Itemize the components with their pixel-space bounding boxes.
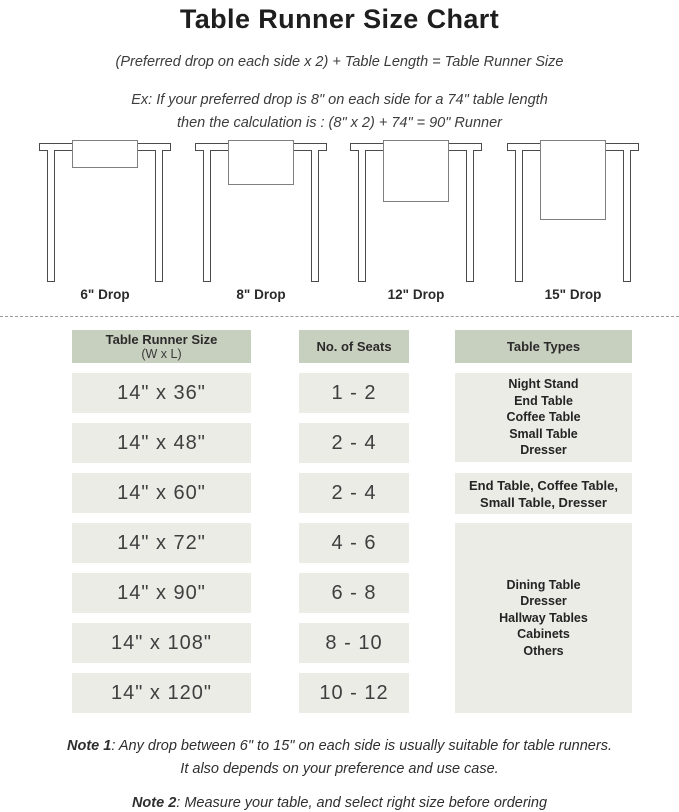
- note-2: [0, 792, 679, 812]
- table-diagram-12-drop: [336, 140, 496, 305]
- formula-text: (Preferred drop on each side x 2) + Table Length = Table Runner Size: [115, 54, 564, 70]
- type-line: End Table: [514, 393, 573, 408]
- note-1-line-2: It also depends on your preference and use case.: [180, 761, 499, 777]
- seats-cell: 10 - 12: [299, 673, 409, 713]
- type-line: End Table, Coffee Table,: [468, 477, 619, 493]
- table-leg-right: [155, 150, 163, 282]
- table-leg-right: [466, 150, 474, 282]
- size-cell: 14" x 72": [72, 523, 251, 563]
- drop-label: 6" Drop: [80, 287, 130, 302]
- note-1: [0, 735, 679, 781]
- note-2-label: Note 2: [131, 795, 177, 811]
- example-text: [0, 89, 679, 135]
- type-line: Dresser: [520, 594, 567, 609]
- seats-cell: 1 - 2: [299, 373, 409, 413]
- dashed-divider: [0, 316, 679, 317]
- seats-cell: 2 - 4: [299, 423, 409, 463]
- note-1-label: Note 1: [67, 738, 112, 754]
- type-line: Others: [523, 643, 564, 658]
- drop-label: 15" Drop: [544, 287, 602, 302]
- size-cell: 14" x 48": [72, 423, 251, 463]
- table-leg-left: [515, 150, 523, 282]
- seats-cell: 8 - 10: [299, 623, 409, 663]
- table-runner-shape: [540, 140, 606, 220]
- seats-cell: 4 - 6: [299, 523, 409, 563]
- header-runner-size-line1: Table Runner Size: [105, 331, 218, 347]
- table-runner-shape: [228, 140, 294, 185]
- table-leg-right: [623, 150, 631, 282]
- header-runner-size: [72, 330, 251, 363]
- drop-diagrams: [0, 140, 679, 305]
- type-line: Dining Table: [506, 577, 581, 592]
- type-line: Hallway Tables: [499, 610, 588, 625]
- header-table-types: [455, 330, 632, 363]
- size-cell: 14" x 120": [72, 673, 251, 713]
- note-1-line-1: [0, 735, 679, 758]
- size-cell: 14" x 90": [72, 573, 251, 613]
- type-line: Night Stand: [508, 377, 579, 392]
- table-leg-right: [311, 150, 319, 282]
- table-types-small-tables: [455, 373, 632, 462]
- table-runner-shape: [383, 140, 449, 202]
- type-line: Coffee Table: [506, 410, 581, 425]
- table-types-medium-tables: [455, 473, 632, 514]
- type-line: Small Table: [509, 426, 578, 441]
- page-title: Table Runner Size Chart: [179, 4, 500, 34]
- example-line-2: then the calculation is : (8" x 2) + 74" = 90" Runner: [177, 115, 502, 131]
- drop-label: 12" Drop: [387, 287, 445, 302]
- type-line: Cabinets: [517, 627, 570, 642]
- type-line: Small Table, Dresser: [480, 494, 607, 510]
- seats-cell: 6 - 8: [299, 573, 409, 613]
- header-runner-size-line2: (W x L): [141, 346, 182, 361]
- seats-cell: 2 - 4: [299, 473, 409, 513]
- size-cell: 14" x 108": [72, 623, 251, 663]
- drop-label: 8" Drop: [236, 287, 286, 302]
- table-leg-left: [358, 150, 366, 282]
- header-table-types-label: Table Types: [506, 339, 581, 354]
- table-diagram-8-drop: [181, 140, 341, 305]
- table-types-large-tables: [455, 523, 632, 713]
- table-diagram-6-drop: [25, 140, 185, 305]
- note-2-text: : Measure your table, and select right size before ordering: [176, 795, 548, 811]
- header-seats: [299, 330, 409, 363]
- header-seats-label: No. of Seats: [316, 339, 392, 354]
- table-leg-left: [47, 150, 55, 282]
- note-1-text: : Any drop between 6" to 15" on each side is usually suitable for table runners.: [111, 738, 612, 754]
- table-leg-left: [203, 150, 211, 282]
- type-line: Dresser: [520, 443, 567, 458]
- size-cell: 14" x 36": [72, 373, 251, 413]
- table-diagram-15-drop: [493, 140, 653, 305]
- size-cell: 14" x 60": [72, 473, 251, 513]
- table-runner-shape: [72, 140, 138, 168]
- example-line-1: Ex: If your preferred drop is 8" on each side for a 74" table length: [131, 92, 548, 108]
